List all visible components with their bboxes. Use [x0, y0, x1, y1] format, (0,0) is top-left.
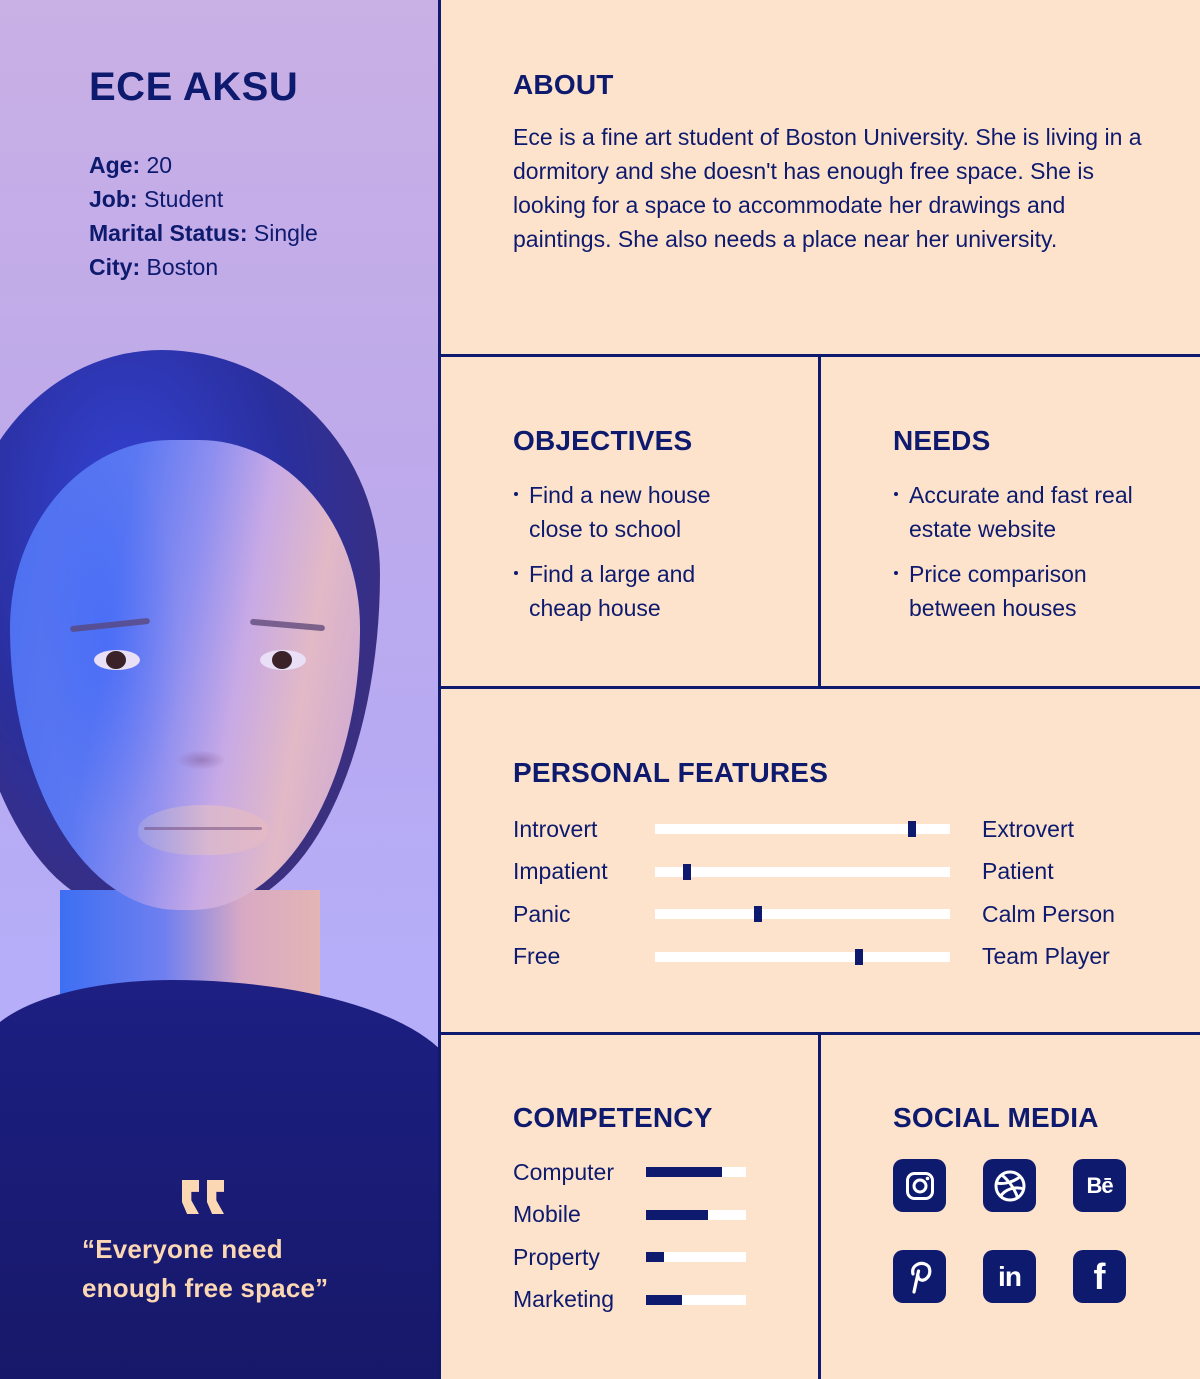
- quote-icon: [182, 1180, 402, 1216]
- competency-fill: [646, 1167, 722, 1177]
- feature-marker: [683, 864, 691, 880]
- social-media-links: [893, 1159, 1126, 1303]
- persona-quote: [82, 1180, 402, 1308]
- feature-slider: [655, 909, 950, 919]
- bullet-icon: [514, 571, 518, 575]
- divider: [818, 354, 821, 688]
- linkedin-icon: in: [998, 1260, 1021, 1292]
- competency-label: Marketing: [513, 1286, 614, 1313]
- objectives-list: [513, 478, 753, 625]
- competency-fill: [646, 1210, 708, 1220]
- info-city: [89, 250, 318, 284]
- info-label: City:: [89, 254, 141, 280]
- persona-info: [89, 62, 318, 284]
- quote-text: [82, 1230, 402, 1308]
- competency-label: Computer: [513, 1158, 614, 1185]
- pinterest-button[interactable]: [893, 1250, 946, 1303]
- feature-row: [513, 936, 1115, 979]
- divider: [438, 0, 441, 1379]
- instagram-icon: [905, 1171, 935, 1201]
- facebook-button[interactable]: [1073, 1250, 1126, 1303]
- feature-left-label: Impatient: [513, 858, 608, 885]
- photo-eye: [94, 650, 140, 670]
- list-item-text: Accurate and fast real estate website: [909, 482, 1133, 542]
- facebook-icon: f: [1093, 1255, 1106, 1297]
- competency-title: COMPETENCY: [513, 1102, 713, 1133]
- list-item-text: Find a new house close to school: [529, 482, 711, 542]
- feature-left-label: Introvert: [513, 815, 598, 842]
- instagram-button[interactable]: [893, 1159, 946, 1212]
- behance-button[interactable]: [1073, 1159, 1126, 1212]
- persona-name: ECE AKSU: [89, 65, 299, 109]
- about-text: Ece is a fine art student of Boston University. She is living in a dormitory and she doesn't has enough free space. She is looking for a space to accommodate her drawings and paintings. She also needs a place near her university.: [513, 124, 1142, 252]
- bullet-icon: [894, 571, 898, 575]
- quote-line: enough free space”: [82, 1273, 329, 1303]
- personal-features-list: [513, 808, 1115, 978]
- quote-line: “Everyone need: [82, 1234, 283, 1264]
- competency-row: [513, 1194, 746, 1237]
- feature-slider: [655, 952, 950, 962]
- info-value: 20: [146, 152, 173, 178]
- feature-marker: [908, 821, 916, 837]
- list-item: [513, 478, 753, 546]
- feature-left-label: Free: [513, 943, 561, 970]
- feature-marker: [754, 906, 762, 922]
- competency-row: [513, 1279, 746, 1322]
- personal-features-title: PERSONAL FEATURES: [513, 757, 829, 788]
- list-item: [893, 478, 1153, 546]
- info-marital-status: [89, 216, 318, 250]
- feature-row: [513, 893, 1115, 936]
- info-label: Marital Status:: [89, 220, 248, 246]
- dribbble-button[interactable]: [983, 1159, 1036, 1212]
- feature-row: [513, 808, 1115, 851]
- photo-eye: [260, 650, 306, 670]
- feature-right-label: Team Player: [982, 943, 1110, 970]
- persona-details: [89, 148, 318, 284]
- info-value: Boston: [146, 254, 219, 280]
- competency-bar: [646, 1167, 746, 1177]
- photo-shading: [40, 450, 180, 830]
- pinterest-icon: [906, 1260, 934, 1294]
- feature-marker: [855, 949, 863, 965]
- behance-icon: Bē: [1086, 1172, 1113, 1198]
- divider: [818, 1032, 821, 1379]
- objectives-section: [513, 424, 753, 636]
- list-item: [893, 557, 1153, 625]
- info-label: Age:: [89, 152, 141, 178]
- competency-bar: [646, 1295, 746, 1305]
- list-item-text: Price comparison between houses: [909, 561, 1087, 621]
- persona-panel: [0, 0, 438, 1379]
- about-title: ABOUT: [513, 69, 614, 100]
- info-value: Single: [253, 220, 318, 246]
- social-media-title: SOCIAL MEDIA: [893, 1102, 1099, 1133]
- photo-lips: [138, 805, 268, 855]
- competency-fill: [646, 1295, 682, 1305]
- info-age: [89, 148, 318, 182]
- objectives-title: OBJECTIVES: [513, 425, 693, 456]
- feature-slider: [655, 824, 950, 834]
- competency-label: Property: [513, 1243, 600, 1270]
- about-section: [513, 68, 1143, 256]
- feature-slider: [655, 867, 950, 877]
- list-item: [513, 557, 753, 625]
- competency-row: [513, 1151, 746, 1194]
- info-job: [89, 182, 318, 216]
- info-value: Student: [143, 186, 224, 212]
- needs-title: NEEDS: [893, 425, 991, 456]
- needs-section: [893, 424, 1153, 636]
- info-label: Job:: [89, 186, 138, 212]
- bullet-icon: [894, 492, 898, 496]
- competency-row: [513, 1236, 746, 1279]
- feature-right-label: Extrovert: [982, 815, 1075, 842]
- feature-right-label: Calm Person: [982, 900, 1115, 927]
- competency-section: [513, 1101, 746, 1321]
- dribbble-icon: [993, 1169, 1027, 1203]
- feature-left-label: Panic: [513, 900, 571, 927]
- social-media-section: [893, 1101, 1126, 1303]
- list-item-text: Find a large and cheap house: [529, 561, 696, 621]
- personal-features-section: [513, 756, 1115, 978]
- bullet-icon: [514, 492, 518, 496]
- competency-bar: [646, 1210, 746, 1220]
- linkedin-button[interactable]: [983, 1250, 1036, 1303]
- needs-list: [893, 478, 1153, 625]
- competency-fill: [646, 1252, 664, 1262]
- feature-row: [513, 851, 1115, 894]
- competency-list: [513, 1151, 746, 1321]
- competency-bar: [646, 1252, 746, 1262]
- feature-right-label: Patient: [982, 858, 1054, 885]
- photo-nose: [176, 750, 226, 770]
- competency-label: Mobile: [513, 1201, 581, 1228]
